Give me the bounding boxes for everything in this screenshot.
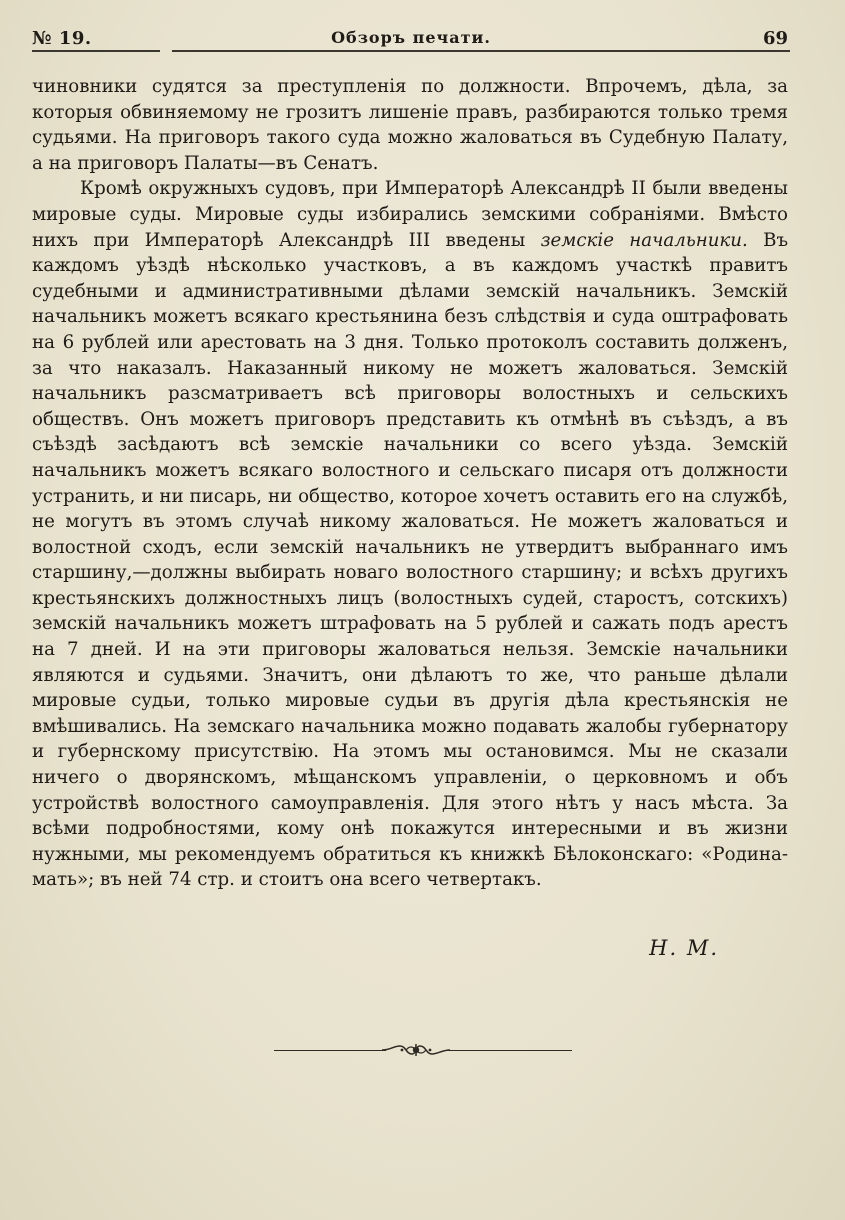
paragraph-text: Кромѣ окружныхъ судовъ, при Императорѣ Александрѣ II были введены мировые суды. Мировые суды избирались земскими собраніями. Вмѣсто нихъ при Императорѣ Александрѣ III введены (32, 178, 788, 251)
page-number: 69 (762, 28, 788, 49)
paragraph-text: чиновники судятся за преступленія по должности. Впрочемъ, дѣла, за которыя обвиняемому не грозитъ лишеніе правъ, разбираются только тремя судьями. На приговоръ такого суда можно жаловаться въ Судебную Палату, а на приговоръ Палаты—въ Сенатъ. (32, 76, 788, 174)
ornament-rule-right (444, 1050, 572, 1051)
emphasized-text: земскіе начальники. (540, 229, 748, 251)
running-title: Обзоръ печати. (331, 28, 491, 47)
author-signature: Н. М. (649, 936, 719, 960)
paragraph (32, 176, 788, 893)
paragraph (32, 74, 788, 176)
running-header (32, 22, 790, 56)
article-body (32, 74, 788, 893)
flourish-icon (380, 1038, 452, 1062)
end-ornament (274, 1038, 572, 1062)
issue-number: № 19. (32, 28, 92, 49)
paragraph-text: Въ каждомъ уѣздѣ нѣсколько участковъ, а въ каждомъ участкѣ правитъ судебными и административными дѣлами земскій начальникъ. Земскій начальникъ можетъ всякаго крестьянина безъ слѣдствія и суда оштрафовать на 6 рублей или арестовать на 3 дня. Только протоколъ составить долженъ, за что наказалъ. Наказанный никому не можетъ жаловаться. Земскій начальникъ разсматриваетъ всѣ приговоры волостныхъ и сельскихъ обществъ. Онъ можетъ приговоръ представить къ отмѣнѣ въ съѣздъ, а въ съѣздѣ засѣдаютъ всѣ земскіе начальники со всего уѣзда. Земскій начальникъ можетъ всякаго волостного и сельскаго писаря отъ должности устранить, и ни писарь, ни общество, которое хочетъ оставить его на службѣ, не могутъ въ этомъ случаѣ никому жаловаться. Не можетъ жаловаться и волостной сходъ, если земскій начальникъ не утвердитъ выбраннаго имъ старшину,—должны выбирать новаго волостного старшину; и всѣхъ другихъ крестьянскихъ должностныхъ лицъ (волостныхъ судей, старостъ, сотскихъ) земскій начальникъ можетъ штрафовать на 5 рублей и сажать подъ арестъ на 7 дней. И на эти приговоры жаловаться нельзя. Земскіе начальники являются и судьями. Значитъ, они дѣлаютъ то же, что раньше дѣлали мировые судьи, только мировые судьи въ другія дѣла крестьянскія не вмѣшивались. На земскаго начальника можно подавать жалобы губернатору и губернскому присутствію. На этомъ мы остановимся. Мы не сказали ничего о дворянскомъ, мѣщанскомъ управленіи, о церковномъ и объ устройствѣ волостного самоуправленія. Для этого нѣтъ у насъ мѣста. За всѣми подробностями, кому онѣ покажутся интересными и въ жизни нужными, мы рекомендуемъ обратиться къ книжкѣ Бѣлоконскаго: «Родина-мать»; въ ней 74 стр. и стоитъ она всего четвертакъ. (32, 229, 789, 891)
ornament-rule-left (274, 1050, 386, 1051)
header-rule-left (32, 50, 160, 52)
header-rule-right (172, 50, 790, 52)
